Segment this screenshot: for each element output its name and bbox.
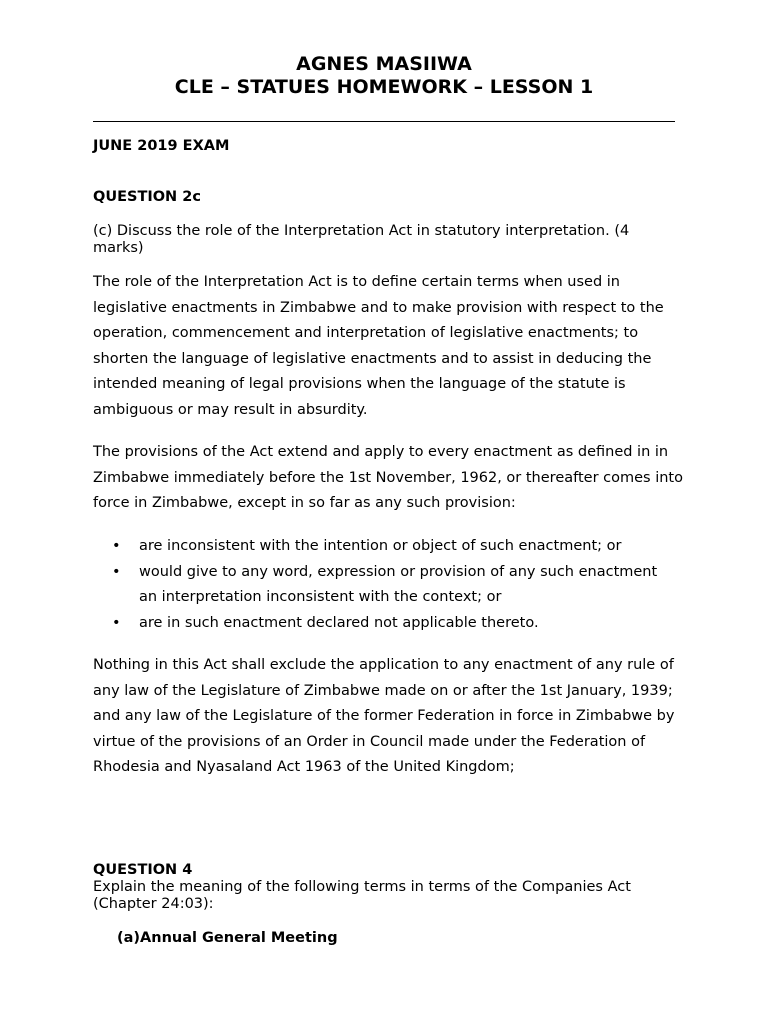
- list-item: • would give to any word, expression or provision of any such enactment an interpretation inconsistent with the context; or: [112, 560, 672, 611]
- document-title: CLE – STATUES HOMEWORK – LESSON 1: [174, 76, 594, 98]
- question-2c-prompt: (c) Discuss the role of the Interpretation Act in statutory interpretation. (4 marks): [93, 223, 630, 256]
- exception-list: [112, 534, 672, 636]
- answer-paragraph-3: Nothing in this Act shall exclude the application to any enactment of any rule of any law of the Legislature of Zimbabwe made on or after the 1st January, 1939; and any law of the Legislature of the former Federation in force in Zimbabwe by virtue of the provisions of an Order in Council made under the Federation of Rhodesia and Nyasaland Act 1963 of the United Kingdom;: [93, 657, 675, 775]
- item-a-heading: (a)Annual General Meeting: [117, 930, 338, 946]
- question-2c-heading: QUESTION 2c: [93, 189, 201, 205]
- answer-paragraph-2: The provisions of the Act extend and apply to every enactment as defined in in Zimbabwe immediately before the 1st November, 1962, or thereafter comes into force in Zimbabwe, except in so far as any such provision:: [93, 444, 683, 511]
- exam-heading: JUNE 2019 EXAM: [93, 138, 230, 154]
- author-name: AGNES MASIIWA: [296, 53, 472, 75]
- list-item: • are in such enactment declared not applicable thereto.: [112, 611, 672, 637]
- answer-paragraph-1: The role of the Interpretation Act is to define certain terms when used in legislative enactments in Zimbabwe and to make provision with respect to the operation, commencement and interpretation of legislative enactments; to shorten the language of legislative enactments and to assist in deducing the intended meaning of legal provisions when the language of the statute is ambiguous or may result in absurdity.: [93, 274, 664, 418]
- header-divider: [93, 121, 675, 122]
- question-4-heading: QUESTION 4: [93, 862, 193, 878]
- list-item: • are inconsistent with the intention or object of such enactment; or: [112, 534, 672, 560]
- question-4-prompt: Explain the meaning of the following terms in terms of the Companies Act (Chapter 24:03):: [93, 879, 631, 912]
